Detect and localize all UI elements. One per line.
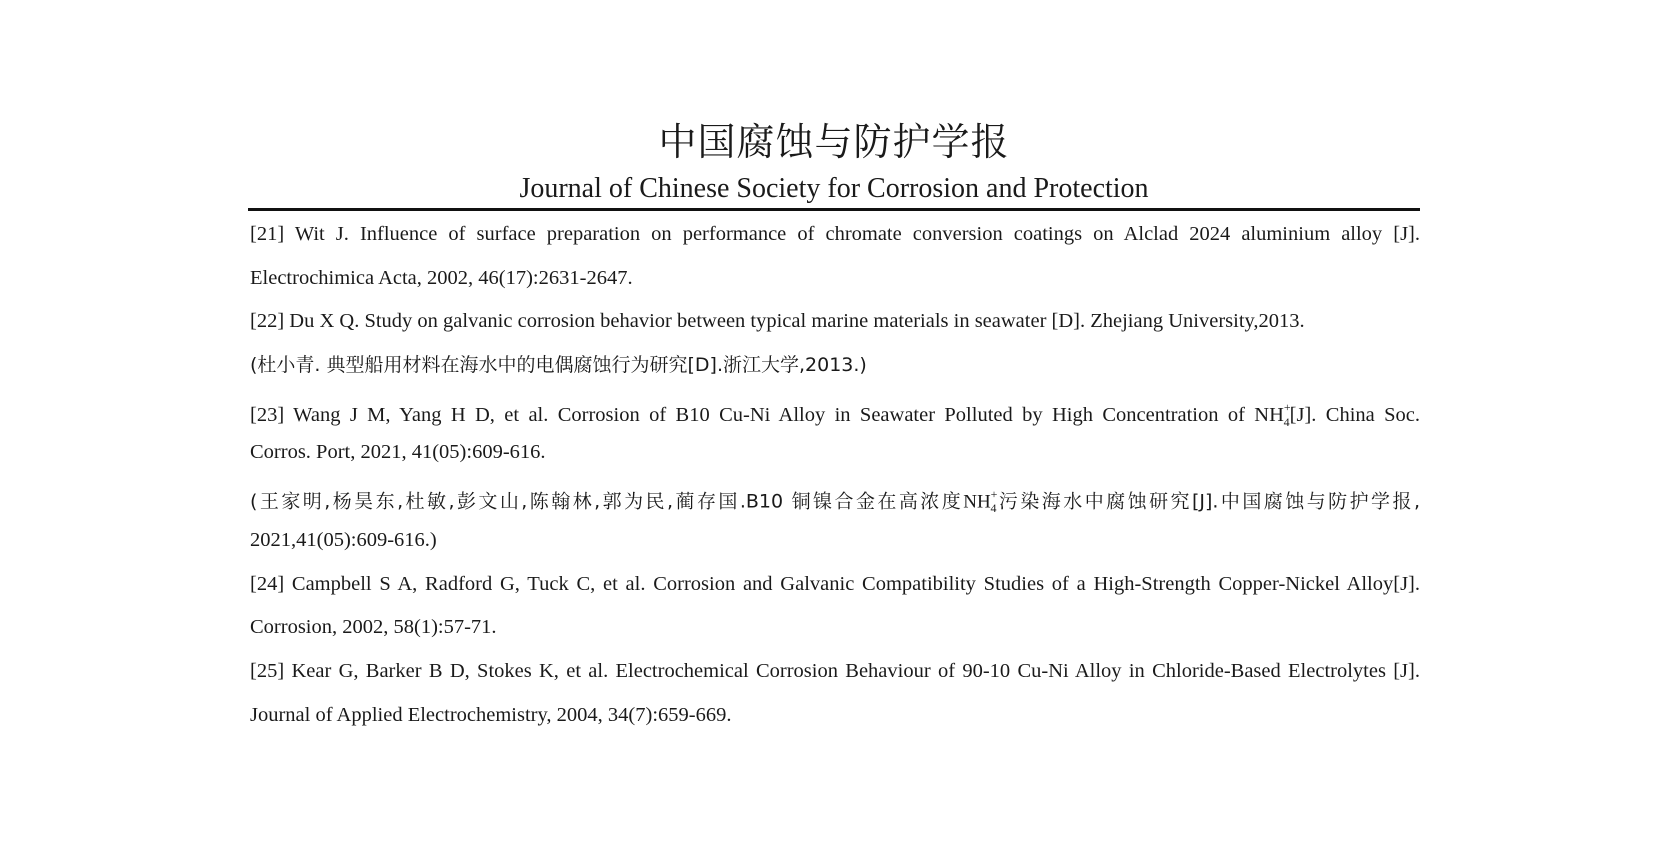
ammonium-nh-cn: NH	[963, 491, 991, 513]
reference-23-text-b: [J]. China Soc.	[1289, 403, 1420, 426]
ammonium-subscript-cn: 4	[990, 501, 997, 516]
ammonium-charge: +	[1283, 399, 1291, 414]
reference-25-line-1: [25] Kear G, Barker B D, Stokes K, et al. Electrochemical Corrosion Behaviour of 90-10 Cu-Ni Alloy in Chloride-Based Electrolytes [J].	[250, 659, 1420, 682]
reference-23-cn-text-a: (王家明,杨昊东,杜敏,彭文山,陈翰林,郭为民,蔺存国.B10 铜镍合金在高浓度	[250, 490, 964, 513]
ammonium-nh: NH	[1254, 403, 1284, 426]
ammonium-subscript: 4	[1283, 414, 1290, 429]
reference-23-cn-text-b: 污染海水中腐蚀研究[J].中国腐蚀与防护学报,	[996, 490, 1420, 513]
header-divider	[248, 208, 1420, 211]
reference-23-line-2: Corros. Port, 2021, 41(05):609-616.	[250, 441, 546, 464]
reference-23-line-4: 2021,41(05):609-616.)	[250, 528, 437, 551]
reference-23-line-3	[250, 475, 1420, 519]
reference-21-line-1: [21] Wit J. Influence of surface preparation on performance of chromate conversion coatings on Alclad 2024 aluminium alloy [J].	[250, 223, 1420, 245]
reference-22-line-2: (杜小青. 典型船用材料在海水中的电偶腐蚀行为研究[D].浙江大学,2013.)	[250, 354, 867, 377]
journal-title-english: Journal of Chinese Society for Corrosion and Protection	[519, 173, 1149, 204]
reference-22-line-1: [22] Du X Q. Study on galvanic corrosion behavior between typical marine materials in seawater [D]. Zhejiang University,2013.	[250, 310, 1305, 333]
reference-list	[250, 213, 1420, 737]
ammonium-formula	[1254, 388, 1289, 432]
journal-title-chinese: 中国腐蚀与防护学报	[658, 120, 1010, 164]
ammonium-formula-cn	[963, 475, 996, 519]
reference-23-line-1	[250, 388, 1420, 432]
reference-21-line-2: Electrochimica Acta, 2002, 46(17):2631-2647.	[250, 266, 633, 289]
ammonium-charge-cn: +	[990, 487, 998, 502]
reference-25-line-2: Journal of Applied Electrochemistry, 2004, 34(7):659-669.	[250, 703, 732, 726]
reference-23-text-a: [23] Wang J M, Yang H D, et al. Corrosion of B10 Cu-Ni Alloy in Seawater Polluted by High Concentration of	[250, 403, 1255, 426]
reference-24-line-2: Corrosion, 2002, 58(1):57-71.	[250, 616, 497, 639]
journal-header	[248, 118, 1420, 206]
reference-24-line-1: [24] Campbell S A, Radford G, Tuck C, et al. Corrosion and Galvanic Compatibility Studies of a High-Strength Copper-Nickel Alloy[J].	[250, 572, 1420, 595]
